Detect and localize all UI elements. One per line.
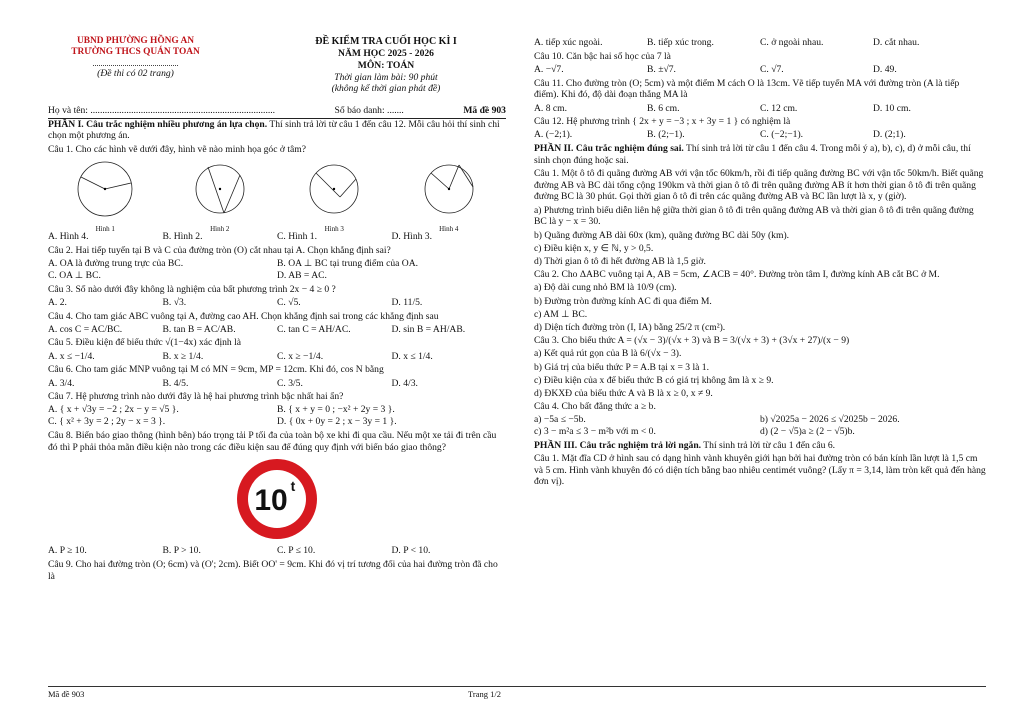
option[interactable]: D. 10 cm. bbox=[873, 102, 911, 114]
option[interactable]: B. Hình 2. bbox=[162, 231, 203, 243]
figure-4-caption: Hình 4 bbox=[439, 225, 459, 234]
question-6: Câu 6. Cho tam giác MNP vuông tại M có MN = 9cm, MP = 12cm. Khi đó, cos N bằng bbox=[48, 364, 384, 376]
option[interactable]: A. 2. bbox=[48, 296, 67, 308]
option[interactable]: C. P ≤ 10. bbox=[277, 545, 316, 557]
sbd-field: Số báo danh: ....... bbox=[334, 105, 404, 116]
option[interactable]: D. AB = AC. bbox=[277, 269, 327, 281]
option[interactable]: C. √7. bbox=[760, 63, 784, 75]
option[interactable]: B. tiếp xúc trong. bbox=[647, 37, 714, 48]
option[interactable]: C. 12 cm. bbox=[760, 102, 798, 114]
question-8: Câu 8. Biển báo giao thông (hình bên) báo trọng tải P tối đa của toàn bộ xe khi đi qua cầu. Nếu một xe tải đi trên cầu đó thì P phải thỏa mãn điều kiện nào trong các điều kiện sau để đúng quy định với biển báo giao thông? bbox=[48, 429, 497, 453]
pages-note: (Đề thi có 02 trang) bbox=[97, 67, 174, 79]
option[interactable]: B. x ≥ 1/4. bbox=[162, 350, 204, 362]
figure-4 bbox=[417, 157, 481, 234]
option[interactable]: A. 3/4. bbox=[48, 377, 75, 389]
statement[interactable]: c) Điều kiện của x để biểu thức B có giá trị không âm là x ≥ 9. bbox=[534, 374, 774, 386]
option[interactable]: B. P > 10. bbox=[162, 545, 201, 557]
option[interactable]: A. (−2;1). bbox=[534, 129, 573, 141]
option[interactable]: D. P < 10. bbox=[391, 545, 431, 557]
right-column bbox=[534, 36, 986, 490]
figure-3 bbox=[302, 157, 366, 234]
figure-2 bbox=[188, 157, 252, 234]
question-12: Câu 12. Hệ phương trình { 2x + y = −3 ; x + 3y = 1 } có nghiệm là bbox=[534, 116, 791, 128]
statement[interactable]: b) Giá trị của biểu thức P = A.B tại x = 3 là 1. bbox=[534, 361, 709, 373]
exam-time-note: (không kể thời gian phát đề) bbox=[331, 83, 441, 95]
option[interactable]: C. (−2;−1). bbox=[760, 129, 804, 141]
statement[interactable]: d) Diện tích đường tròn (I, IA) bằng 25/2 π (cm²). bbox=[534, 321, 726, 333]
option[interactable]: C. OA ⊥ BC. bbox=[48, 269, 101, 281]
option[interactable]: B. { x + y = 0 ; −x² + 2y = 3 }. bbox=[277, 404, 395, 416]
q4-options bbox=[48, 324, 506, 336]
name-field: Họ và tên: ............................................................................. bbox=[48, 105, 276, 116]
option[interactable]: D. sin B = AH/AB. bbox=[391, 323, 466, 335]
option[interactable]: B. (2;−1). bbox=[647, 129, 685, 141]
circle-figure-icon bbox=[302, 157, 366, 221]
option[interactable]: C. 3/5. bbox=[277, 377, 303, 389]
question-7: Câu 7. Hệ phương trình nào dưới đây là hệ hai phương trình bậc nhất hai ẩn? bbox=[48, 391, 344, 403]
weight-limit-sign-icon bbox=[235, 457, 319, 541]
figure-1 bbox=[73, 157, 137, 234]
option[interactable]: A. cos C = AC/BC. bbox=[48, 323, 123, 335]
exam-code: Mã đề 903 bbox=[463, 105, 506, 116]
option[interactable]: D. 49. bbox=[873, 63, 897, 75]
part2-question-1: Câu 1. Một ô tô đi quãng đường AB với vận tốc 60km/h, rồi đi tiếp quãng đường BC với vận tốc 50km/h. Biết quãng đường AB và BC dài tổng cộng 190km và thời gian ô tô đi trên quãng đường AB ít hơn thời gian ô tô đi trên quãng đường BC là 30 phút. Gọi thời gian ô tô đi trên các quãng đường AB và BC lần lượt là x, y (giờ). bbox=[534, 168, 984, 203]
option[interactable]: B. √3. bbox=[162, 296, 187, 308]
option[interactable]: B. ±√7. bbox=[647, 63, 676, 75]
q12-options bbox=[534, 129, 986, 141]
statement[interactable]: b) Đường tròn đường kính AC đi qua điểm M. bbox=[534, 295, 712, 307]
q8-options bbox=[48, 545, 506, 557]
option[interactable]: A. tiếp xúc ngoài. bbox=[534, 37, 603, 48]
option[interactable]: B. tan B = AC/AB. bbox=[162, 323, 236, 335]
footer-code: Mã đề 903 bbox=[48, 689, 85, 699]
option[interactable]: C. tan C = AH/AC. bbox=[277, 323, 351, 335]
circle-figure-icon bbox=[73, 157, 137, 221]
header-org bbox=[48, 36, 223, 95]
option[interactable]: B. OA ⊥ BC tại trung điểm của OA. bbox=[277, 258, 419, 270]
statement[interactable]: a) Độ dài cung nhỏ BM là 10/9 (cm). bbox=[534, 282, 677, 294]
org-line-2: TRƯỜNG THCS QUÁN TOAN bbox=[71, 47, 200, 58]
org-line-1: UBND PHƯỜNG HỒNG AN bbox=[76, 36, 195, 46]
statement[interactable]: c) AM ⊥ BC. bbox=[534, 308, 588, 320]
option[interactable]: D. 4/3. bbox=[391, 377, 418, 389]
statement[interactable]: b) √2025a − 2026 ≤ √2025b − 2026. bbox=[760, 414, 900, 426]
option[interactable]: D. 11/5. bbox=[391, 296, 423, 308]
divider bbox=[93, 65, 178, 66]
question-4: Câu 4. Cho tam giác ABC vuông tại A, đường cao AH. Chọn khẳng định sai trong các khẳng định sau bbox=[48, 310, 439, 322]
footer-page-number: Trang 1/2 bbox=[468, 689, 501, 699]
question-3: Câu 3. Số nào dưới đây không là nghiệm của bất phương trình 2x − 4 ≥ 0 ? bbox=[48, 283, 336, 295]
header-title-block bbox=[266, 36, 506, 95]
statement[interactable]: c) 3 − m²a ≤ 3 − m²b với m < 0. bbox=[534, 426, 656, 438]
exam-year: NĂM HỌC 2025 - 2026 bbox=[338, 48, 434, 60]
q6-options bbox=[48, 378, 506, 390]
exam-header bbox=[48, 36, 506, 95]
option[interactable]: A. −√7. bbox=[534, 63, 564, 75]
statement[interactable]: a) −5a ≤ −5b. bbox=[534, 414, 586, 426]
option[interactable]: D. Hình 3. bbox=[391, 231, 433, 243]
sign-number: 10 bbox=[254, 484, 288, 518]
statement[interactable]: d) (2 − √5)a ≥ (2 − √5)b. bbox=[760, 426, 855, 438]
option[interactable]: A. P ≥ 10. bbox=[48, 545, 87, 557]
page-footer bbox=[48, 686, 986, 699]
sign-unit: t bbox=[290, 478, 296, 495]
option[interactable]: D. { 0x + 0y = 2 ; x − 3y = 1 }. bbox=[277, 416, 397, 428]
traffic-sign bbox=[48, 457, 506, 541]
q11-options bbox=[534, 103, 986, 115]
left-column bbox=[48, 36, 506, 584]
option[interactable]: D. x ≤ 1/4. bbox=[391, 350, 433, 362]
statement[interactable]: a) Phương trình biểu diễn liên hệ giữa thời gian ô tô đi trên quãng đường AB và thời gian ô tô đi trên quãng đường BC là y − x = 30. bbox=[534, 204, 974, 228]
q2-options bbox=[48, 258, 506, 281]
question-1: Câu 1. Cho các hình vẽ dưới đây, hình vẽ nào minh họa góc ở tâm? bbox=[48, 143, 306, 155]
part3-heading: PHẦN III. Câu trắc nghiệm trả lời ngắn. Thí sinh trả lời từ câu 1 đến câu 6. bbox=[534, 439, 836, 451]
q10-options bbox=[534, 64, 986, 76]
option[interactable]: C. x ≥ −1/4. bbox=[277, 350, 324, 362]
figure-3-caption: Hình 3 bbox=[324, 225, 344, 234]
option[interactable]: A. OA là đường trung trực của BC. bbox=[48, 258, 184, 270]
question-9: Câu 9. Cho hai đường tròn (O; 6cm) và (O'; 2cm). Biết OO' = 9cm. Khi đó vị trí tương đối của hai đường tròn đã cho là bbox=[48, 558, 498, 582]
question-2: Câu 2. Hai tiếp tuyến tại B và C của đường tròn (O) cắt nhau tại A. Chọn khẳng định sai? bbox=[48, 245, 391, 257]
option[interactable]: C. { x² + 3y = 2 ; 2y − x = 3 }. bbox=[48, 416, 166, 428]
figure-2-caption: Hình 2 bbox=[210, 225, 230, 234]
c4-statements bbox=[534, 414, 986, 437]
option[interactable]: C. Hình 1. bbox=[277, 231, 317, 243]
part2-question-3: Câu 3. Cho biểu thức A = (√x − 3)/(√x + 3) và B = 3/(√x + 3) + (3√x + 27)/(x − 9) bbox=[534, 335, 850, 347]
q9-options bbox=[534, 37, 986, 49]
q3-options bbox=[48, 297, 506, 309]
question-11: Câu 11. Cho đường tròn (O; 5cm) và một điểm M cách O là 13cm. Vẽ tiếp tuyến MA với đường tròn (A là tiếp điểm). Khi đó, độ dài đoạn thẳng MA là bbox=[534, 77, 960, 101]
q1-figures bbox=[48, 157, 506, 234]
exam-title: ĐỀ KIỂM TRA CUỐI HỌC KÌ I bbox=[315, 36, 457, 47]
exam-subject: MÔN: TOÁN bbox=[357, 59, 415, 71]
part2-heading: PHẦN II. Câu trắc nghiệm đúng sai. Thí sinh trả lời từ câu 1 đến câu 4. Trong mỗi ý a), b), c), d) ở mỗi câu, thí sinh chọn đúng hoặc sai. bbox=[534, 143, 971, 166]
candidate-line bbox=[48, 105, 506, 119]
statement[interactable]: c) Điều kiện x, y ∈ ℕ, y > 0,5. bbox=[534, 242, 654, 254]
option[interactable]: A. Hình 4. bbox=[48, 231, 89, 243]
option[interactable]: C. √5. bbox=[277, 296, 301, 308]
figure-1-caption: Hình 1 bbox=[95, 225, 115, 234]
circle-figure-icon bbox=[188, 157, 252, 221]
option[interactable]: A. 8 cm. bbox=[534, 102, 568, 114]
statement[interactable]: b) Quãng đường AB dài 60x (km), quãng đường BC dài 50y (km). bbox=[534, 229, 790, 241]
q5-options bbox=[48, 351, 506, 363]
statement[interactable]: d) ĐKXĐ của biểu thức A và B là x ≥ 0, x ≠ 9. bbox=[534, 387, 713, 399]
question-10: Câu 10. Căn bậc hai số học của 7 là bbox=[534, 50, 671, 62]
circle-figure-icon bbox=[417, 157, 481, 221]
exam-time: Thời gian làm bài: 90 phút bbox=[334, 71, 438, 83]
option[interactable]: C. ở ngoài nhau. bbox=[760, 37, 824, 48]
option[interactable]: B. 4/5. bbox=[162, 377, 189, 389]
part2-question-4: Câu 4. Cho bất đẳng thức a ≥ b. bbox=[534, 401, 656, 413]
part1-heading: PHẦN I. Câu trắc nghiệm nhiều phương án lựa chọn. Thí sinh trả lời từ câu 1 đến câu 12. Mỗi câu hỏi thí sinh chỉ chọn một phương án. bbox=[48, 118, 500, 142]
option[interactable]: A. x ≤ −1/4. bbox=[48, 350, 95, 362]
option[interactable]: A. { x + √3y = −2 ; 2x − y = √5 }. bbox=[48, 404, 179, 416]
q7-options bbox=[48, 404, 506, 427]
statement[interactable]: d) Thời gian ô tô đi hết đường AB là 1,5 giờ. bbox=[534, 255, 706, 267]
part2-question-2: Câu 2. Cho ΔABC vuông tại A, AB = 5cm, ∠ACB = 40°. Đường tròn tâm I, đường kính AB cắt BC ở M. bbox=[534, 269, 940, 281]
option[interactable]: D. (2;1). bbox=[873, 129, 906, 141]
part3-question-1: Câu 1. Mặt đĩa CD ở hình sau có dạng hình vành khuyên giới hạn bởi hai đường tròn có bán kính lần lượt là 1,5 cm và 5 cm. Hình vành khuyên đó có diện tích bằng bao nhiêu centimét vuông? (Lấy π = 3,14, làm tròn kết quả đến hàng đơn vị). bbox=[534, 453, 986, 488]
option[interactable]: B. 6 cm. bbox=[647, 102, 680, 114]
q1-options bbox=[48, 231, 506, 243]
question-5: Câu 5. Điều kiện để biểu thức √(1−4x) xác định là bbox=[48, 337, 242, 349]
option[interactable]: D. cắt nhau. bbox=[873, 37, 920, 48]
statement[interactable]: a) Kết quả rút gọn của B là 6/(√x − 3). bbox=[534, 348, 682, 360]
